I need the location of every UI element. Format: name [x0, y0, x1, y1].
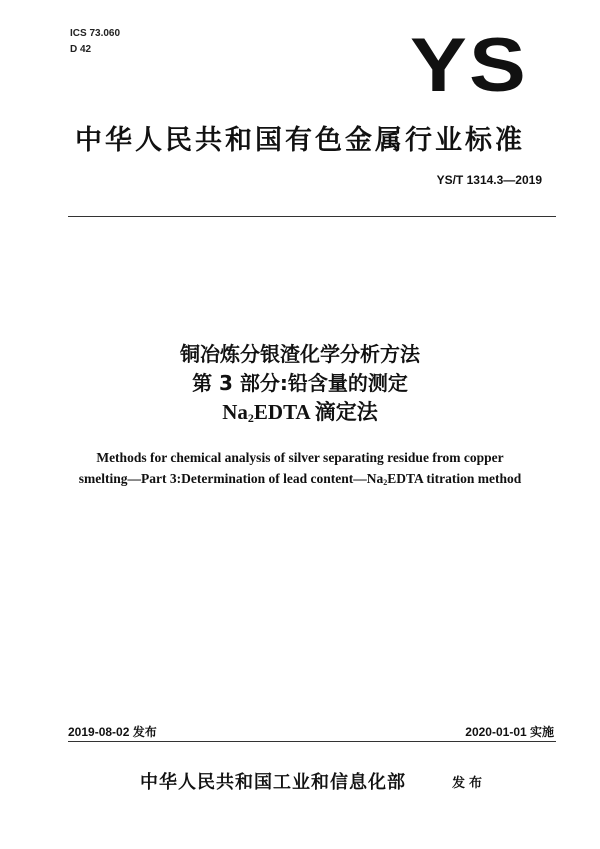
title-cn-line1: 铜冶炼分银渣化学分析方法 — [180, 342, 420, 366]
ys-logo: YS — [410, 23, 529, 108]
industry-standard-heading: 中华人民共和国有色金属行业标准 — [75, 125, 525, 156]
title-cn-line3-subscript: 2 — [247, 411, 254, 425]
title-en-line1: Methods for chemical analysis of silver separating residue from copper — [96, 450, 504, 465]
title-en-line2-subscript: 2 — [383, 478, 388, 487]
ics-code: ICS 73.060 — [70, 28, 121, 39]
issue-date: 2019-08-02 发布 — [68, 725, 157, 739]
title-en-line2 — [0, 471, 600, 487]
standard-number: YS/T 1314.3—2019 — [436, 173, 542, 187]
title-cn-line3 — [0, 396, 600, 426]
title-en-line2-rest: EDTA titration method — [387, 471, 522, 486]
header-divider — [68, 216, 556, 217]
title-cn-line3-na: Na — [222, 400, 248, 424]
publish-label: 发布 — [452, 776, 487, 791]
implementation-date: 2020-01-01 实施 — [465, 725, 554, 739]
title-cn-line3-rest: EDTA 滴定法 — [253, 400, 378, 424]
footer-divider — [68, 741, 556, 742]
title-en-line2-start: smelting—Part 3:Determination of lead content—Na — [78, 471, 384, 486]
publisher-name: 中华人民共和国工业和信息化部 — [140, 772, 406, 793]
classification-code: D 42 — [70, 44, 92, 55]
title-cn-line2: 第 3 部分:铅含量的测定 — [192, 371, 408, 395]
